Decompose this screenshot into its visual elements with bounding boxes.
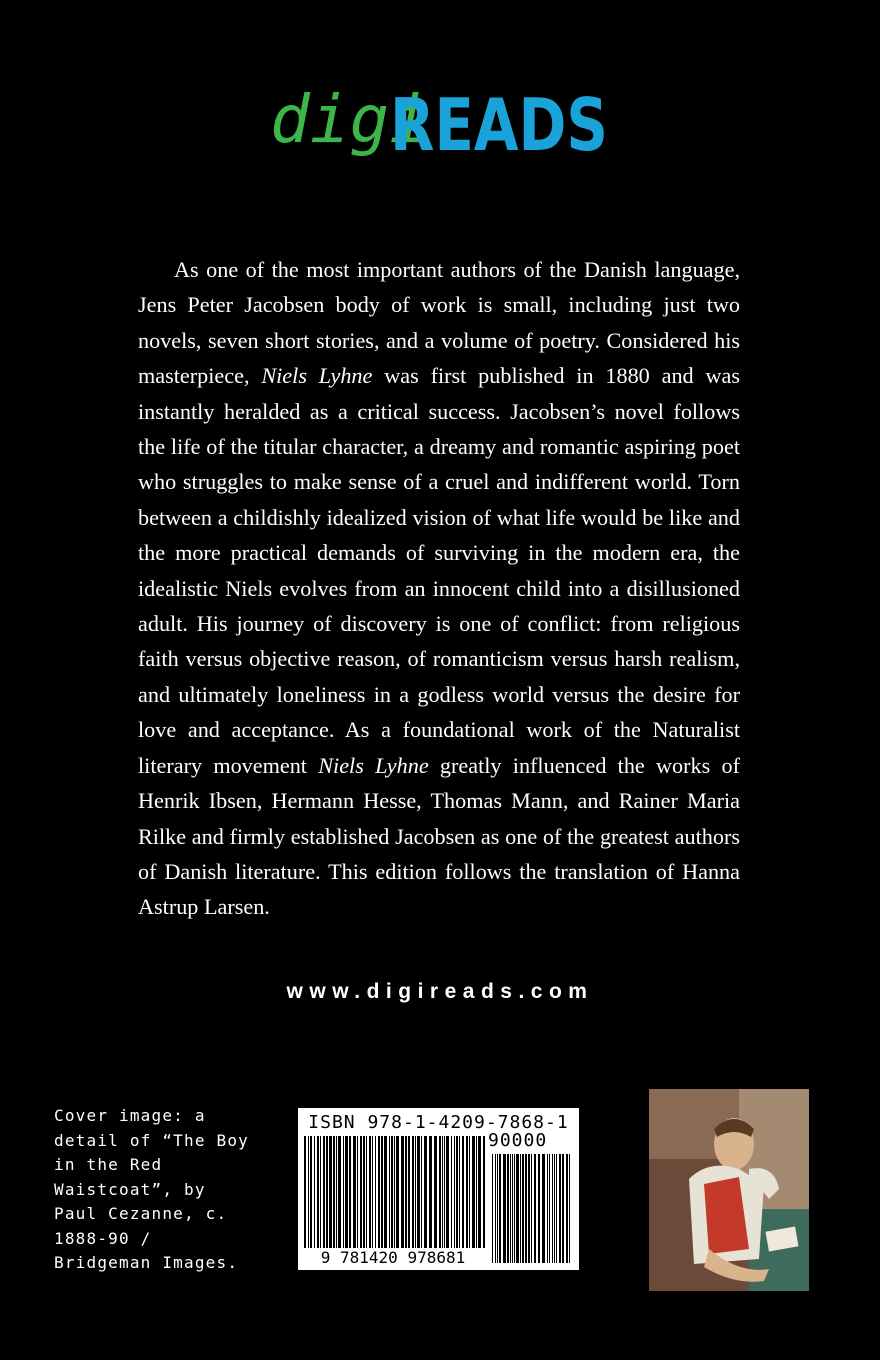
book-title-italic-1: Niels Lyhne [261, 363, 373, 389]
isbn-label: ISBN 978-1-4209-7868-1 [308, 1112, 569, 1133]
credit-line: 1888-90 / [54, 1228, 152, 1248]
credit-line: Waistcoat”, by [54, 1179, 206, 1199]
digireads-logo [268, 70, 613, 180]
description-text-3: greatly influenced the works of Henrik Ibsen, Hermann Hesse, Thomas Mann, and Rainer Maria Rilke and firmly established Jacobsen as one of the greatest authors of Danish literature. This edition follows the translation of Hanna Astrup Larsen. [138, 752, 741, 920]
cover-image-credit [54, 1104, 264, 1276]
credit-line: Bridgeman Images. [54, 1253, 239, 1272]
credit-line: detail of “The Boy [54, 1130, 249, 1150]
website-url: www.digireads.com [286, 980, 594, 1003]
book-title-italic-2: Niels Lyhne [318, 752, 429, 778]
credit-line: Paul Cezanne, c. [54, 1204, 228, 1223]
barcode-digits: 9 781420 978681 [320, 1248, 466, 1267]
logo-digi: digi [270, 81, 429, 158]
book-description [138, 252, 740, 925]
description-text-2: was first published in 1880 and was instantly heralded as a critical success. Jacobsen’s novel follows the life of the titular character, a dreamy and romantic aspiring poet who struggles to make sense of a cruel and indifferent world. Torn between a childishly idealized vision of what life would be like and the more practical demands of surviving in the modern era, the idealistic Niels evolves from an innocent child into a disillusioned adult. His journey of discovery is one of conflict: from religious faith versus objective reason, of romanticism versus harsh realism, and ultimately loneliness in a godless world versus the desire for love and acceptance. As a foundational work of the Naturalist literary movement [138, 363, 741, 778]
logo-reads: READS [390, 83, 608, 167]
credit-line: Cover image: a [54, 1106, 206, 1125]
isbn-barcode [298, 1108, 579, 1270]
credit-line: in the Red [54, 1155, 163, 1174]
description-text-1: As one of the most important authors of the Danish language, Jens Peter Jacobsen body of work is small, including just two novels, seven short stories, and a volume of poetry. Considered his masterpiece, [138, 257, 740, 389]
price-code: 90000 [488, 1130, 548, 1151]
cover-painting-thumbnail [649, 1089, 809, 1291]
